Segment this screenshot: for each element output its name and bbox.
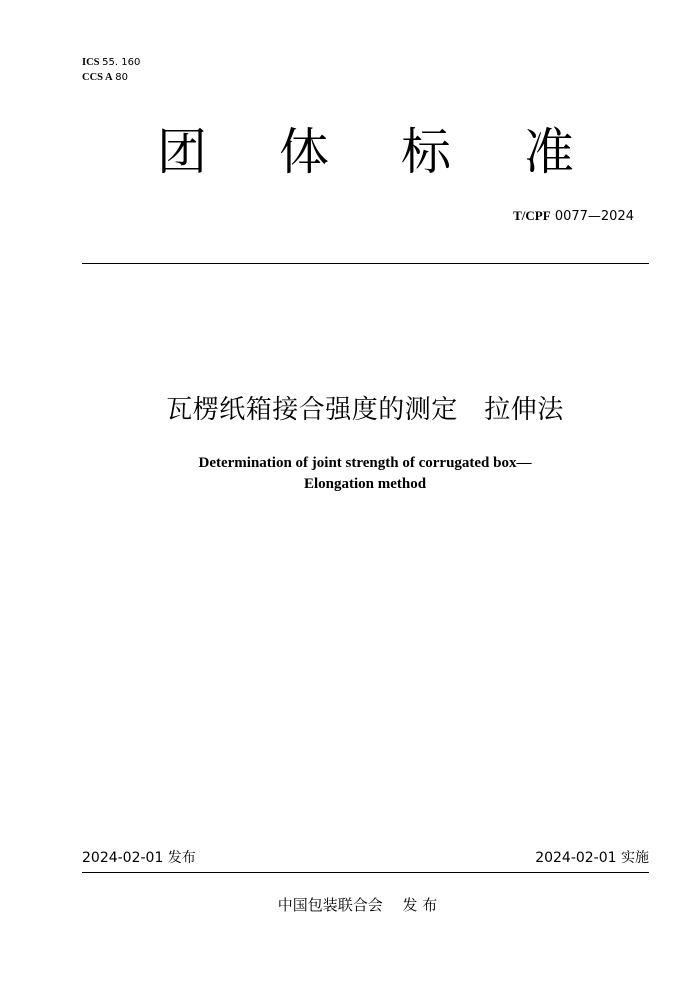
- standard-number: [513, 207, 634, 226]
- ics-value: 55. 160: [102, 57, 141, 68]
- top-divider: [82, 263, 649, 264]
- title-english-line-2: Elongation method: [303, 476, 427, 492]
- bottom-divider: [82, 872, 649, 873]
- ics-code: [82, 55, 140, 70]
- header-char-4: 准: [524, 123, 574, 181]
- ccs-code: [82, 70, 128, 85]
- header-char-2: 体: [279, 123, 329, 181]
- header-char-3: 标: [401, 123, 451, 181]
- ccs-value: 80: [115, 72, 128, 83]
- standard-code: 0077—2024: [554, 209, 634, 224]
- header-char-1: 团: [157, 123, 207, 181]
- ccs-label: CCS A: [82, 72, 113, 83]
- issue-date: 2024-02-01 发布: [82, 850, 196, 866]
- ics-label: ICS: [82, 57, 100, 68]
- publisher: 中国包装联合会 发 布: [277, 896, 438, 914]
- title-chinese: 瓦楞纸箱接合强度的测定 拉伸法: [166, 395, 564, 425]
- standard-prefix: T/CPF: [513, 208, 551, 223]
- implementation-date: 2024-02-01 实施: [535, 850, 649, 866]
- title-english-line-1: Determination of joint strength of corrugated box—: [198, 455, 532, 471]
